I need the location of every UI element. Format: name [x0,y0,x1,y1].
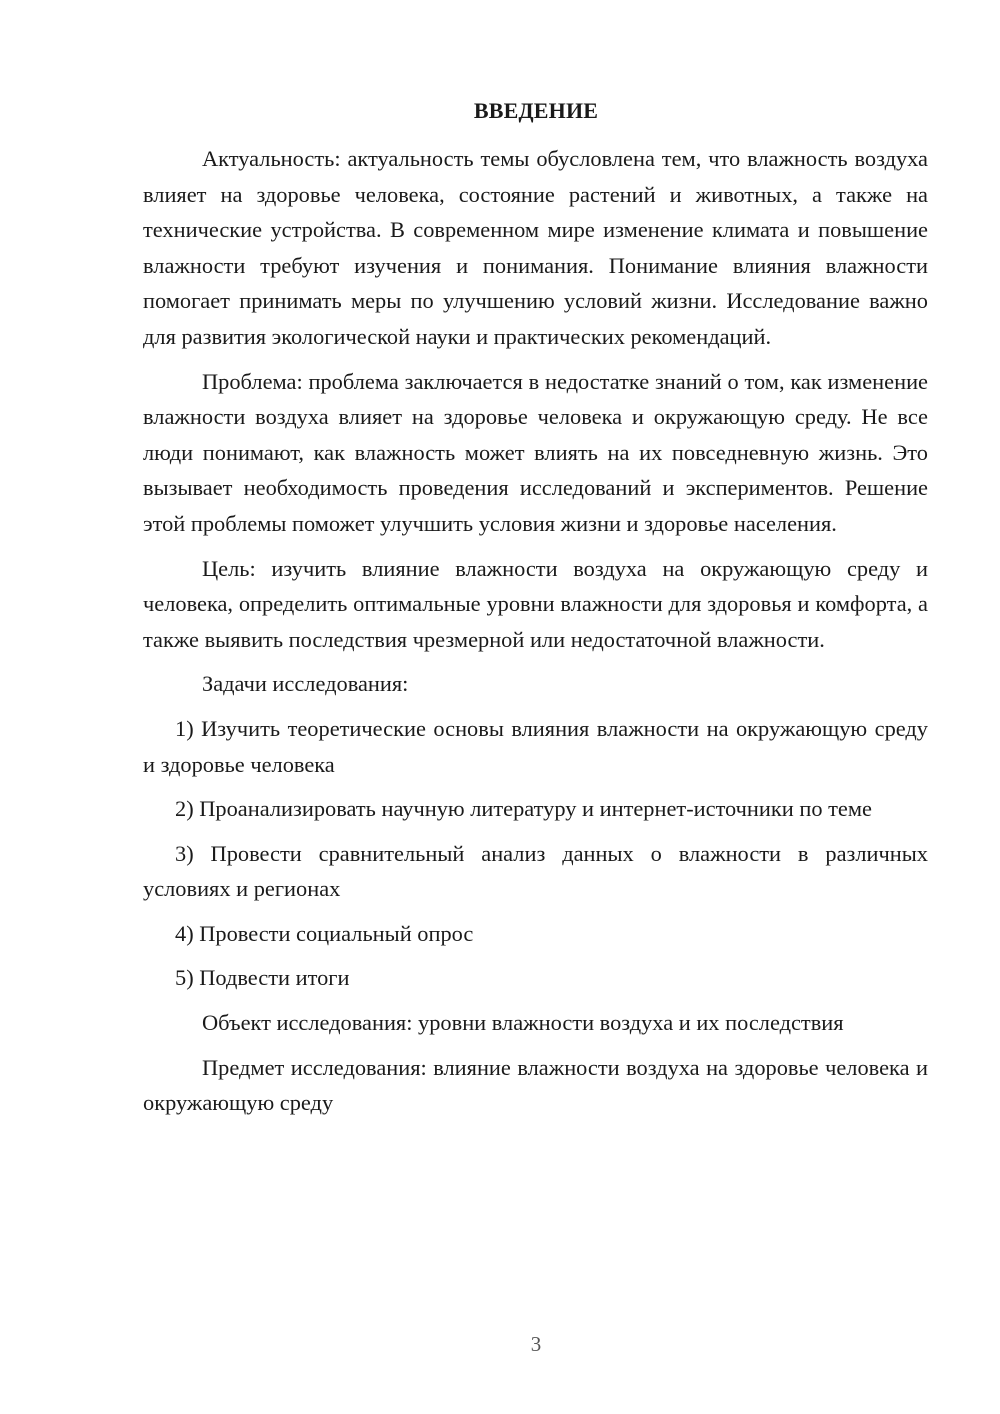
task-item-4: 4) Провести социальный опрос [175,920,474,946]
page-title: ВВЕДЕНИЕ [473,98,599,123]
goal-paragraph: Цель: изучить влияние влажности воздуха на окружающую среду и человека, определить оптимальные уровни влажности для здоровья и комфорта, а также выявить последствия чрезмерной или недостаточной влажности. [143,555,928,652]
text-body [143,141,928,1121]
page-number: 3 [530,1332,542,1356]
task-item-3: 3) Провести сравнительный анализ данных о влажности в различных условиях и регионах [143,840,928,902]
tasks-title: Задачи исследования: [202,671,409,697]
research-subject-paragraph: Предмет исследования: влияние влажности воздуха на здоровье человека и окружающую среду [143,1054,928,1116]
task-item-2: 2) Проанализировать научную литературу и интернет-источники по теме [175,796,872,822]
relevance-paragraph: Актуальность: актуальность темы обусловлена тем, что влажность воздуха влияет на здоровье человека, состояние растений и животных, а также на технические устройства. В современном мире изменение климата и повышение влажности требуют изучения и понимания. Понимание влияния влажности помогает принимать меры по улучшению условий жизни. Исследование важно для развития экологической науки и практических рекомендаций. [143,146,928,349]
task-item-1: 1) Изучить теоретические основы влияния влажности на окружающую среду и здоровье человека [143,715,928,777]
research-object-paragraph: Объект исследования: уровни влажности воздуха и их последствия [202,1010,844,1036]
problem-paragraph: Проблема: проблема заключается в недостатке знаний о том, как изменение влажности воздуха влияет на здоровье человека и окружающую среду. Не все люди понимают, как влажность может влиять на их повседневную жизнь. Это вызывает необходимость проведения исследований и экспериментов. Решение этой проблемы поможет улучшить условия жизни и здоровье населения. [143,368,928,536]
task-item-5: 5) Подвести итоги [175,965,350,991]
